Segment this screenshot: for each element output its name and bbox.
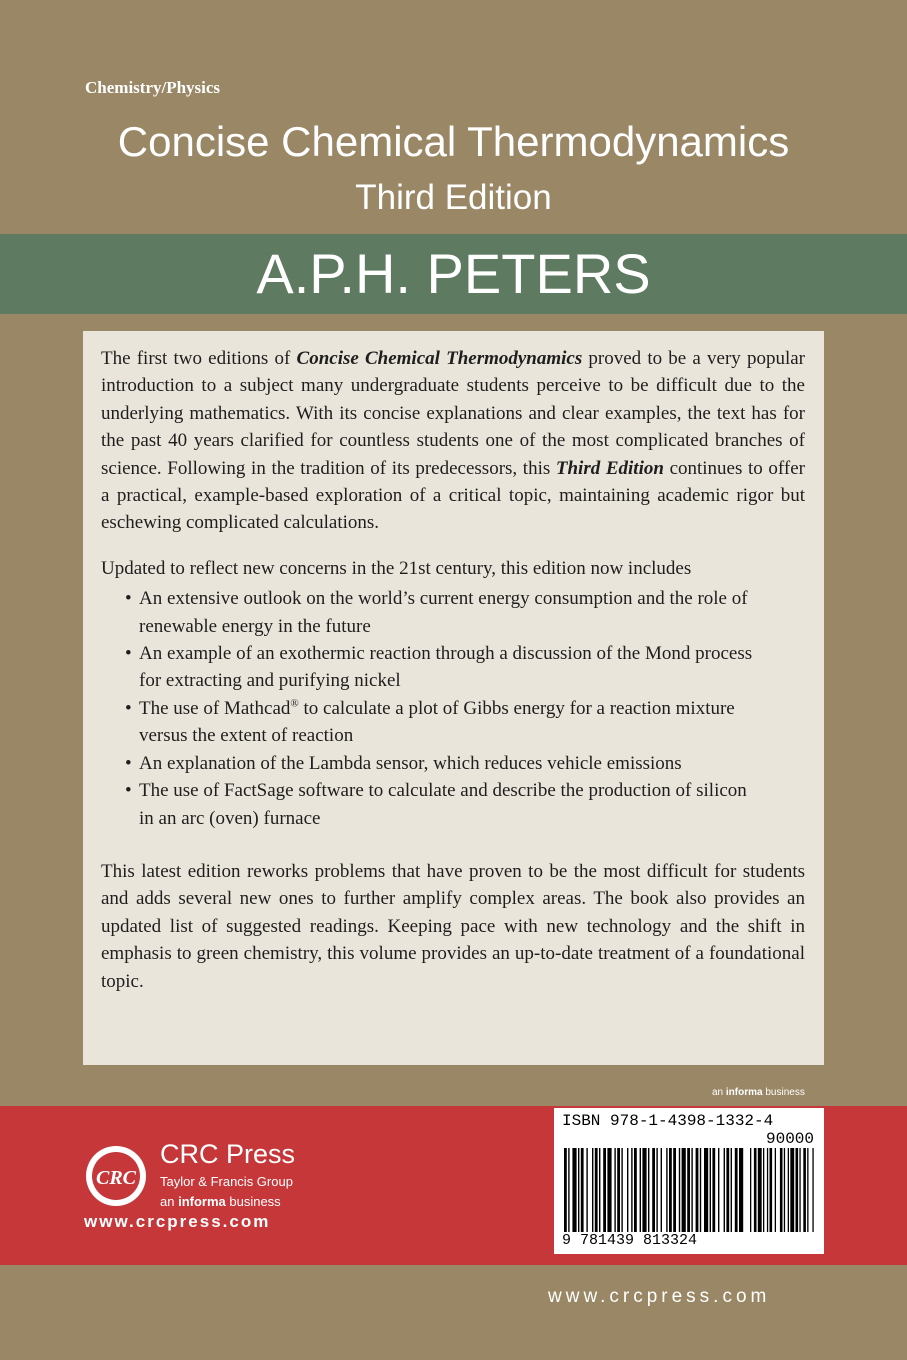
intro-book-title: Concise Chemical Thermodynamics [296,348,583,369]
barcode-bars-icon [564,1148,816,1232]
intro-edition: Third Edition [555,457,664,479]
publisher-group: Taylor & Francis Group [160,1174,293,1189]
publisher-name: CRC Press [160,1139,296,1169]
intro-text-1: The first two editions of [101,348,297,369]
edition-label: Third Edition [355,178,552,217]
list-item: • An example of an exothermic reaction through a discussion of the Mond process for extracting and purifying nickel [101,640,759,695]
publisher-informa-brand: informa [178,1194,226,1209]
intro-paragraph [101,345,805,537]
informa-tagline [712,1087,805,1098]
description-text [101,345,805,995]
intro-text-3: continues to offer a practical, example-based exploration of a critical topic, maintaining academic rigor but eschewing complicated calculations. [101,457,805,534]
crc-logo-icon [84,1144,148,1208]
publisher-informa-suffix: business [225,1194,281,1209]
isbn-number: ISBN 978-1-4398-1332-4 [562,1112,774,1130]
author-name: A.P.H. PETERS [256,242,651,305]
informa-suffix: business [762,1087,805,1098]
list-item: • An explanation of the Lambda sensor, which reduces vehicle emissions [101,750,759,777]
publisher-url: www.crcpress.com [84,1212,271,1231]
footer-url: www.crcpress.com [548,1286,771,1307]
informa-prefix: an [712,1087,726,1098]
crc-logo-text: CRC [95,1167,137,1189]
publisher-informa [160,1194,281,1209]
list-item [101,695,759,750]
description-panel [83,331,824,1065]
list-item: • The use of FactSage software to calculate and describe the production of silicon in an arc (oven) furnace [101,777,759,832]
publisher-informa-prefix: an [160,1194,179,1209]
list-item-prefix: The use of Mathcad [139,697,291,719]
list-item-text: to calculate a plot of Gibbs energy for a reaction mixture versus the extent of reaction [139,697,735,747]
closing-paragraph: This latest edition reworks problems that have proven to be the most difficult for students and adds several new ones to further amplify complex areas. The book also provides an updated list of suggested readings. Keeping pace with new technology and the shift in emphasis to green chemistry, this volume provides an up-to-date treatment of a foundational topic. [101,860,805,992]
update-paragraph: Updated to reflect new concerns in the 21st century, this edition now includes [101,557,692,579]
informa-brand: informa [725,1087,763,1098]
isbn-barcode [554,1108,824,1254]
barcode-digits: 9 781439 813324 [562,1232,698,1249]
barcode-supplement: 90000 [765,1130,814,1148]
registered-mark: ® [290,697,299,710]
intro-text-2: proved to be a very popular introduction to a subject many undergraduate students perceive to be difficult due to the underlying mathematics. With its concise explanations and clear examples, the text has for the past 40 years clarified for countless students one of the most complicated branches of science. Following in the tradition of its predecessors, this [101,348,805,479]
book-title: Concise Chemical Thermodynamics [117,118,790,165]
feature-list [101,585,805,832]
category-label: Chemistry/Physics [85,78,221,97]
list-item: • An extensive outlook on the world’s current energy consumption and the role of renewable energy in the future [101,585,759,640]
